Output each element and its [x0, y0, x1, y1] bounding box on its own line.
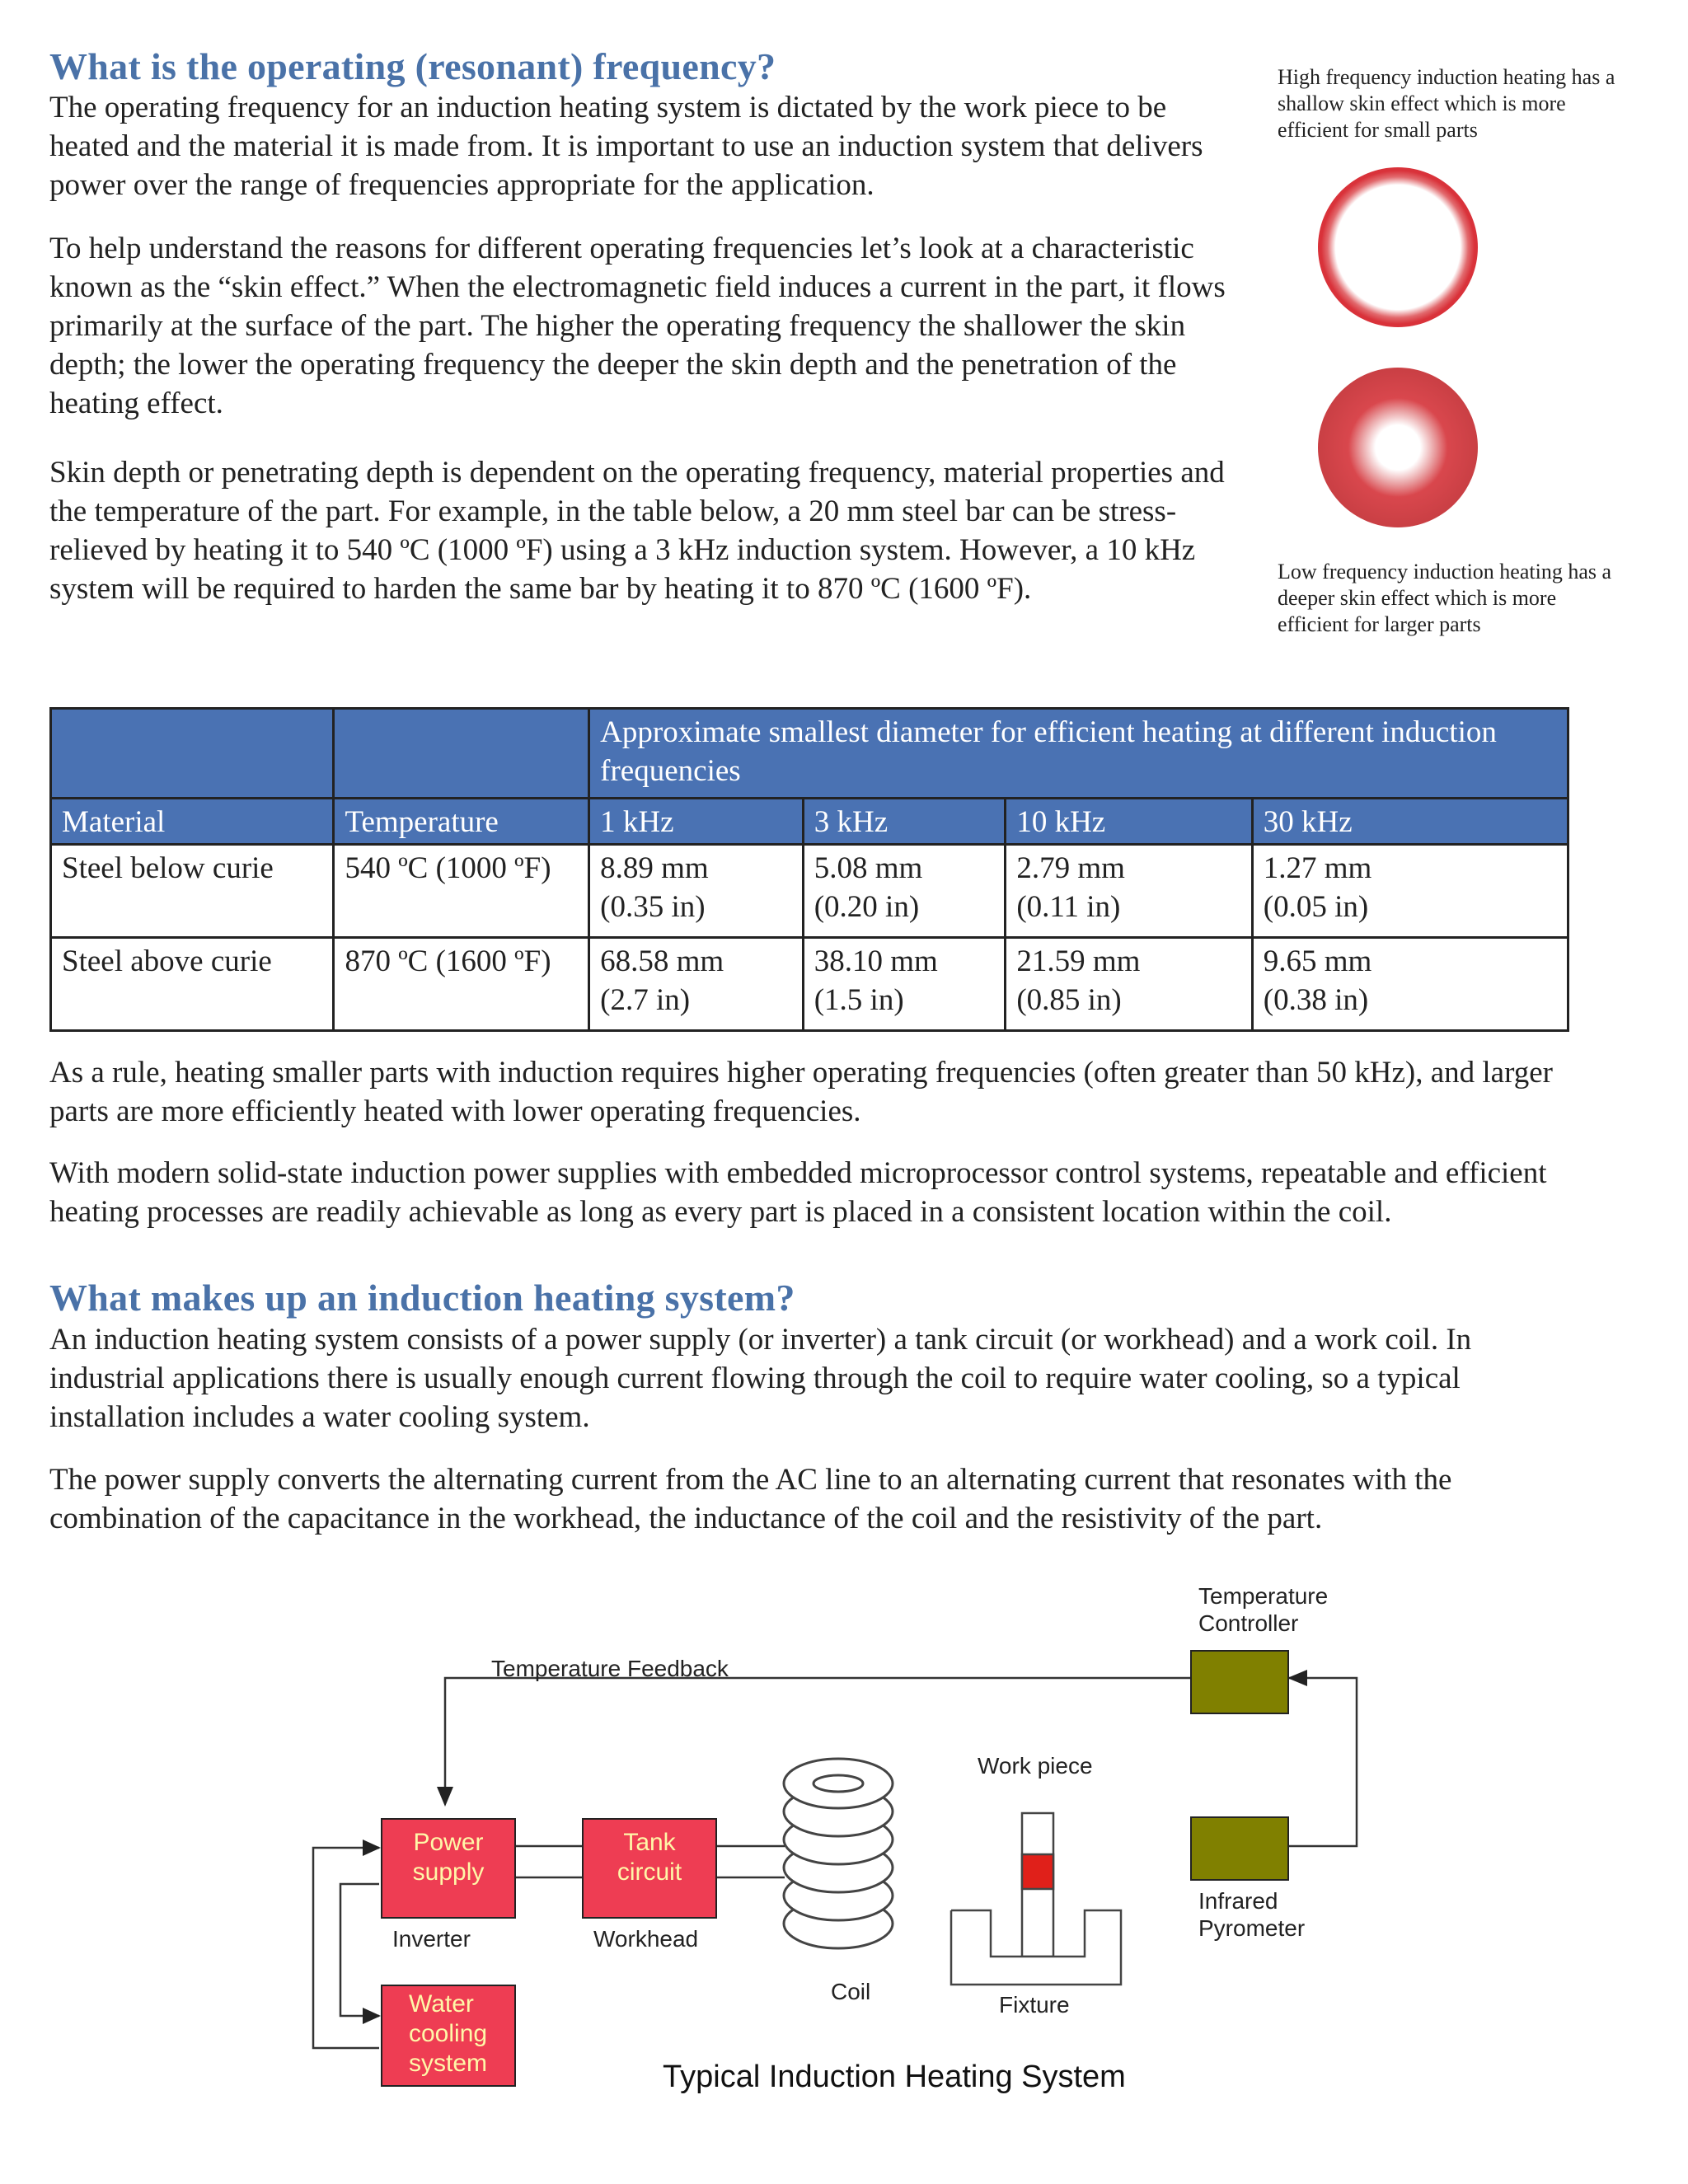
section-heading-system: What makes up an induction heating system?: [49, 1277, 795, 1319]
cell-value: [1006, 845, 1252, 938]
temperature-controller-line2: Controller: [1198, 1610, 1299, 1636]
tank-circuit-line2: circuit: [617, 1858, 682, 1886]
value-mm: 38.10 mm: [814, 944, 938, 978]
paragraph-frequency-intro: The operating frequency for an induction heating system is dictated by the work piece to be heated and the material it is made from. It is important to use an induction system that delivers power over the range of frequencies appropriate for the application.: [49, 91, 1203, 202]
cell-value: [589, 938, 804, 1031]
value-in: (0.85 in): [1016, 983, 1122, 1017]
value-mm: 21.59 mm: [1016, 944, 1141, 978]
value-in: (1.5 in): [814, 983, 904, 1017]
infrared-pyrometer-box: [1190, 1816, 1289, 1881]
power-supply-box: [381, 1818, 516, 1919]
table-caption-spacer: [334, 709, 589, 799]
coil-graphic: [784, 1759, 893, 1948]
value-mm: 5.08 mm: [814, 851, 923, 885]
value-mm: 9.65 mm: [1263, 944, 1372, 978]
value-mm: 68.58 mm: [600, 944, 724, 978]
header-3khz: 3 kHz: [803, 799, 1006, 845]
infrared-pyrometer-line1: Infrared: [1198, 1888, 1278, 1914]
value-in: (0.05 in): [1263, 890, 1369, 924]
shallow-skin-ring-image: [1317, 166, 1479, 328]
tank-circuit-box: [582, 1818, 717, 1919]
cooling-loop-inner: [340, 1884, 379, 2016]
section-heading-frequency: What is the operating (resonant) frequency?: [49, 45, 776, 87]
cell-material: Steel below curie: [51, 845, 334, 938]
deep-skin-ring-image: [1317, 367, 1479, 528]
pyrometer-line: [1268, 1678, 1357, 1846]
cell-value: [1006, 938, 1252, 1031]
paragraph-rule: As a rule, heating smaller parts with induction requires higher operating frequencies (often greater than 50 kHz), and larger parts are more efficiently heated with lower operating frequencies.: [49, 1056, 1553, 1128]
value-in: (0.38 in): [1263, 983, 1369, 1017]
value-in: (0.20 in): [814, 890, 920, 924]
arrow-down: [437, 1787, 453, 1807]
low-frequency-note: Low frequency induction heating has a deeper skin effect which is more efficient for larger parts: [1278, 560, 1612, 636]
value-mm: 1.27 mm: [1263, 851, 1372, 885]
power-supply-line1: Power: [413, 1829, 484, 1856]
paragraph-modern-supplies: With modern solid-state induction power supplies with embedded microprocessor control systems, repeatable and efficient heating processes are readily achievable as long as every part is placed in a consistent location within the coil.: [49, 1156, 1547, 1229]
temperature-controller-box: [1190, 1650, 1289, 1714]
arrow-left: [1287, 1670, 1307, 1686]
cell-value: [1252, 938, 1568, 1031]
water-cooling-line1: Water: [409, 1990, 474, 2018]
shallow-ring-graphic: [1317, 166, 1479, 328]
header-material: Material: [51, 799, 334, 845]
cell-temperature: 870 ºC (1600 ºF): [334, 938, 589, 1031]
coil-label: Coil: [831, 1979, 871, 2004]
table-caption-spacer: [51, 709, 334, 799]
table-row: [51, 845, 1568, 938]
paragraph-skin-depth: Skin depth or penetrating depth is dependent on the operating frequency, material properties and the temperature of the part. For example, in the table below, a 20 mm steel bar can be stress-relieved by heating it to 540 ºC (1000 ºF) using a 3 kHz induction system. However, a 10 kHz system will be required to harden the same bar by heating it to 870 ºC (1600 ºF).: [49, 456, 1225, 606]
diagram-title: Typical Induction Heating System: [663, 2060, 1126, 2094]
table-header-row: [51, 799, 1568, 845]
paragraph-system-components: An induction heating system consists of a power supply (or inverter) a tank circuit (or workhead) and a work coil. In industrial applications there is usually enough current flowing through the coil to require water cooling, so a typical installation includes a water cooling system.: [49, 1323, 1472, 1434]
header-30khz: 30 kHz: [1252, 799, 1568, 845]
cell-value: [803, 845, 1006, 938]
water-cooling-line2: cooling: [409, 2020, 488, 2047]
header-temperature: Temperature: [334, 799, 589, 845]
temperature-feedback-label: Temperature Feedback: [491, 1656, 729, 1681]
temperature-controller-label: [1198, 1582, 1328, 1637]
high-frequency-note: High frequency induction heating has a shallow skin effect which is more efficient for small parts: [1278, 65, 1615, 142]
feedback-line: [445, 1678, 1190, 1788]
temperature-controller-line1: Temperature: [1198, 1583, 1329, 1609]
infrared-pyrometer-line2: Pyrometer: [1198, 1915, 1306, 1941]
power-supply-line2: supply: [412, 1858, 485, 1886]
work-piece-label: Work piece: [978, 1753, 1093, 1779]
value-in: (2.7 in): [600, 983, 691, 1017]
cell-value: [589, 845, 804, 938]
table-row: [51, 938, 1568, 1031]
arrow-right: [363, 1840, 381, 1856]
fixture-graphic: [951, 1910, 1121, 1985]
value-mm: 2.79 mm: [1016, 851, 1125, 885]
water-cooling-box: [381, 1985, 516, 2087]
deep-ring-graphic: [1317, 367, 1479, 528]
cell-value: [803, 938, 1006, 1031]
cell-material: Steel above curie: [51, 938, 334, 1031]
cell-value: [1252, 845, 1568, 938]
workpiece-graphic: [951, 1813, 1121, 1985]
table-caption-row: [51, 709, 1568, 799]
inverter-label: Inverter: [392, 1926, 471, 1952]
table-caption: Approximate smallest diameter for efficient heating at different induction frequencies: [589, 709, 1568, 799]
header-1khz: 1 kHz: [589, 799, 804, 845]
infrared-pyrometer-label: [1198, 1887, 1305, 1942]
arrow-right: [363, 2008, 381, 2024]
cooling-loop-outer: [313, 1848, 379, 2048]
value-mm: 8.89 mm: [600, 851, 709, 885]
value-in: (0.11 in): [1016, 890, 1121, 924]
header-10khz: 10 kHz: [1006, 799, 1252, 845]
water-cooling-line3: system: [409, 2050, 488, 2077]
workhead-label: Workhead: [593, 1926, 699, 1952]
value-in: (0.35 in): [600, 890, 706, 924]
paragraph-skin-effect: To help understand the reasons for different operating frequencies let’s look at a characteristic known as the “skin effect.” When the electromagnetic field induces a current in the part, it flows primarily at the surface of the part. The higher the operating frequency the shallower the skin depth; the lower the operating frequency the deeper the skin depth and the penetration of the heating effect.: [49, 232, 1226, 420]
frequency-table: [49, 707, 1569, 1032]
fixture-label: Fixture: [999, 1992, 1070, 2018]
tank-circuit-line1: Tank: [623, 1829, 676, 1856]
paragraph-power-supply: The power supply converts the alternating current from the AC line to an alternating current that resonates with the combination of the capacitance in the workhead, the inductance of the coil and the resistivity of the part.: [49, 1463, 1452, 1535]
cell-temperature: 540 ºC (1000 ºF): [334, 845, 589, 938]
